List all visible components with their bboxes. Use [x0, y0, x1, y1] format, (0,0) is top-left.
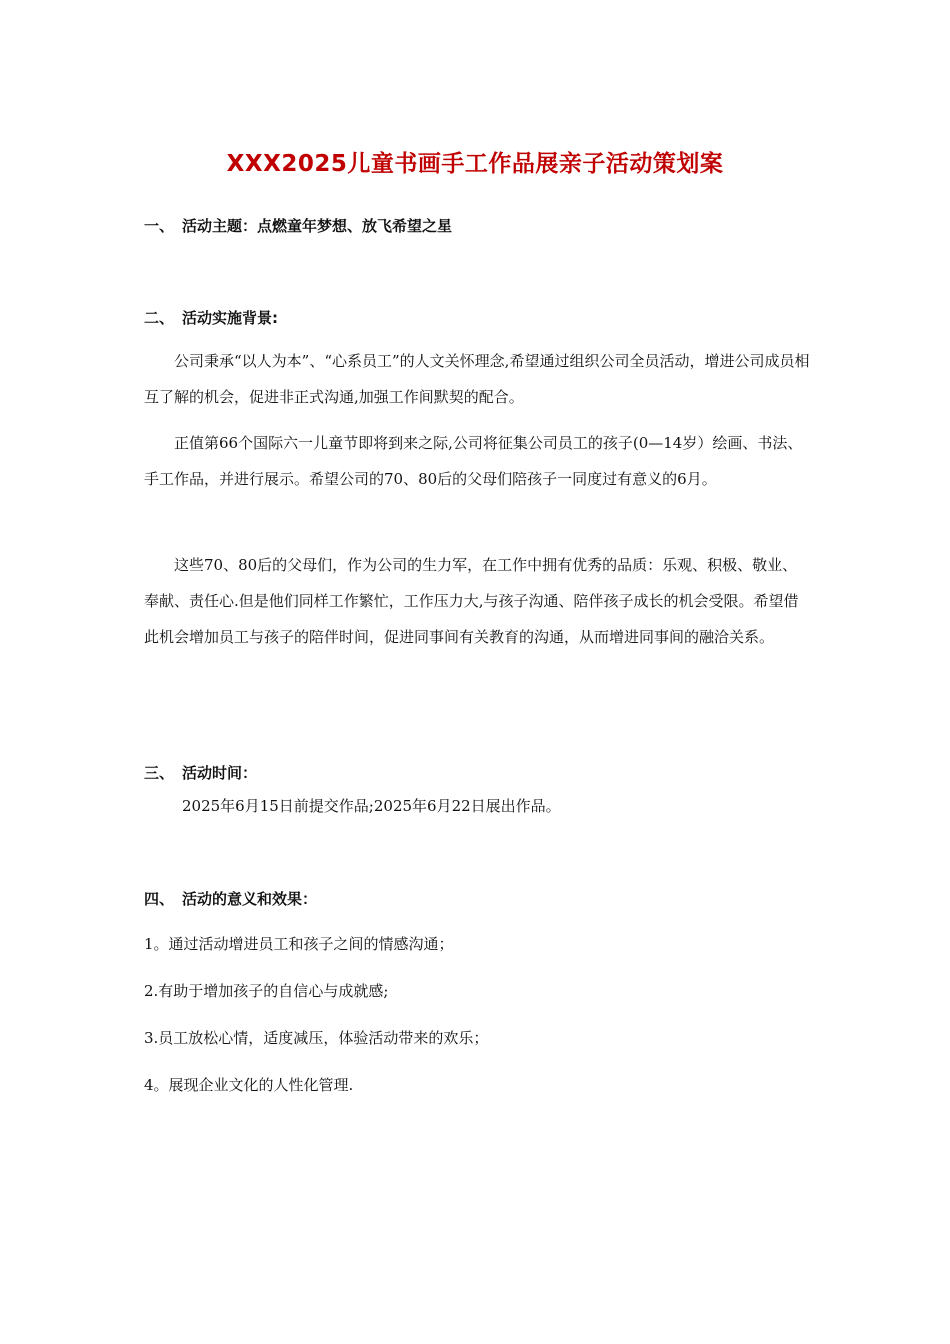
- section-background-heading: [144, 308, 278, 328]
- section-label: 活动的意义和效果：: [182, 890, 318, 908]
- background-paragraph-1: 公司秉承“以人为本”、“心系员工”的人文关怀理念,希望通过组织公司全员活动，增进公司成员相互了解的机会，促进非正式沟通,加强工作间默契的配合。: [144, 352, 810, 406]
- section-label: 活动时间：: [182, 764, 258, 782]
- document-title: XXX2025儿童书画手工作品展亲子活动策划案: [226, 151, 724, 177]
- list-item: 2.有助于增加孩子的自信心与成就感;: [144, 982, 389, 1000]
- background-paragraph-2: 正值第66个国际六一儿童节即将到来之际,公司将征集公司员工的孩子(0—14岁）绘画、书法、手工作品，并进行展示。希望公司的70、80后的父母们陪孩子一同度过有意义的6月。: [144, 434, 803, 488]
- section-label: 活动主题：点燃童年梦想、放飞希望之星: [182, 217, 453, 235]
- section-label: 活动实施背景:: [182, 309, 278, 327]
- section-number: 一、: [144, 217, 175, 235]
- section-number: 三、: [144, 764, 175, 782]
- background-paragraph-3: 这些70、80后的父母们，作为公司的生力军，在工作中拥有优秀的品质：乐观、积极、敬业、奉献、责任心.但是他们同样工作繁忙，工作压力大,与孩子沟通、陪伴孩子成长的机会受限。希望借此机会增加员工与孩子的陪伴时间，促进同事间有关教育的沟通，从而增进同事间的融洽关系。: [144, 556, 799, 646]
- time-text: 2025年6月15日前提交作品;2025年6月22日展出作品。: [182, 797, 561, 815]
- section-number: 二、: [144, 309, 175, 327]
- section-time-heading: [144, 763, 257, 783]
- list-item: 1。通过活动增进员工和孩子之间的情感沟通；: [144, 935, 454, 953]
- section-number: 四、: [144, 890, 175, 908]
- section-meaning-heading: [144, 889, 317, 909]
- list-item: 3.员工放松心情，适度减压，体验活动带来的欢乐；: [144, 1029, 489, 1047]
- list-item: 4。展现企业文化的人性化管理.: [144, 1076, 354, 1094]
- section-theme-heading: [144, 216, 452, 236]
